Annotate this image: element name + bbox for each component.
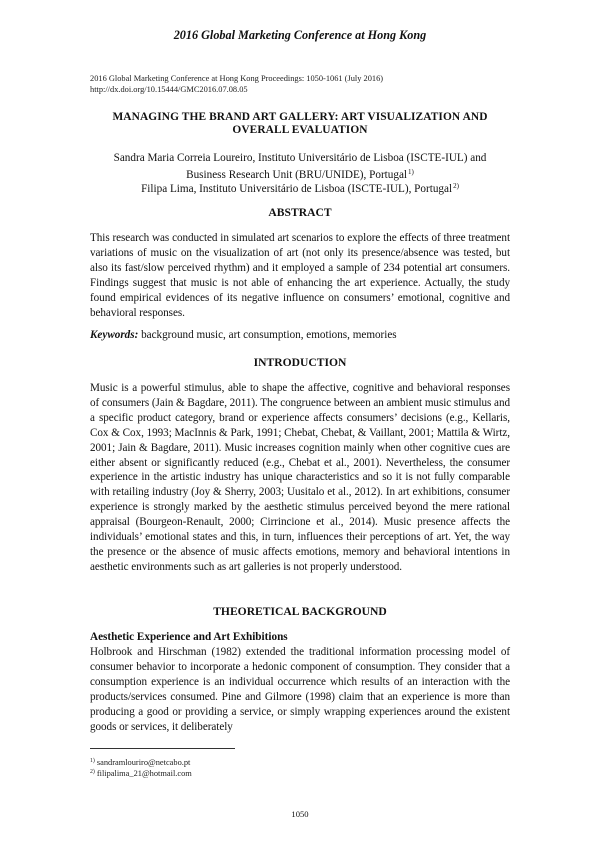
abstract-text: This research was conducted in simulated art scenarios to explore the effects of three treatment variations of music on the visualization of art (not only its presence/absence was tested, but also its fast/slow perceived rhythm) and it employed a sample of 234 potential art consumers. Findings suggest that music is not able of enhancing the art experience. Actually, the study found empirical evidences of its negative influence on consumers’ emotional, cognitive and behavioral responses. — [90, 232, 510, 319]
author-line-3-text: Filipa Lima, Instituto Universitário de Lisboa (ISCTE-IUL), Portugal — [141, 183, 453, 195]
introduction-heading: INTRODUCTION — [253, 356, 347, 369]
page-number: 1050 — [291, 809, 309, 819]
subsection-heading: Aesthetic Experience and Art Exhibitions — [90, 631, 288, 643]
running-head: 2016 Global Marketing Conference at Hong Kong — [173, 28, 427, 42]
footnote-1-email[interactable]: sandramlouriro@netcabo.pt — [96, 758, 191, 767]
footnote-divider — [90, 748, 235, 749]
paper-title: MANAGING THE BRAND ART GALLERY: ART VISUALIZATION AND OVERALL EVALUATION — [112, 111, 488, 137]
footnote-2-mark: 2) — [90, 769, 95, 775]
doi-link[interactable]: http://dx.doi.org/10.15444/GMC2016.07.08.05 — [90, 85, 248, 94]
keywords-text: background music, art consumption, emotions, memories — [138, 329, 397, 341]
theoretical-background-text: Holbrook and Hirschman (1982) extended the traditional information processing model of consumer behavior to incorporate a hedonic component of consumption. They consider that a consumption experience is an individual occurrence which results of an interaction with the products/services consumed. Pine and Gilmore (1998) claim that an experience is more than producing a good or providing a service, or simply wrapping experiences around the existent goods or services, it deliberately — [90, 646, 510, 733]
footnote-mark-2: 2) — [453, 182, 459, 190]
keywords — [90, 329, 510, 341]
footnote-1-mark: 1) — [90, 758, 95, 764]
abstract-heading: ABSTRACT — [268, 206, 332, 219]
keywords-label: Keywords: — [90, 329, 139, 341]
footnote-2-email[interactable]: filipalima_21@hotmail.com — [96, 769, 192, 778]
proceedings-citation: 2016 Global Marketing Conference at Hong Kong Proceedings: 1050-1061 (July 2016) — [90, 74, 384, 83]
theoretical-background-heading: THEORETICAL BACKGROUND — [213, 605, 387, 618]
introduction-text: Music is a powerful stimulus, able to shape the affective, cognitive and behavioral responses of consumers (Jain & Bagdare, 2011). The congruence between an ambient music stimulus and a specific product category, brand or experience affects consumers’ decisions (e.g., Kellaris, Cox & Cox, 1993; MacInnis & Park, 1991; Chebat, Chebat, & Vaillant, 2001; Mattila & Wirtz, 2001; Jain & Bagdare, 2011). Music increases cognition mainly when other cognitive cues are either absent or significantly reduced (e.g., Chebat et al., 2001). Nevertheless, the consumer experience in the artistic industry has unique characteristics and so it is not fully comparable with retailing industry (Joy & Sherry, 2003; Uusitalo et al., 2012). In art exhibitions, consumer experience is strongly marked by the aesthetic stimulus perceived beyond the mere rational appraisal (Bourgeon-Renault, 2000; Cirrincione et al., 2014). Music presence affects the individuals’ emotional states and this, in turn, influences their perceptions of art. Yet, the way the presence or the absence of music affects emotions, memory and behavioral intentions in aesthetic environments such as art galleries is not properly understood. — [90, 382, 510, 573]
author-line-3 — [60, 179, 540, 196]
footnote-2 — [90, 767, 192, 779]
author-line-1: Sandra Maria Correia Loureiro, Instituto Universitário de Lisboa (ISCTE-IUL) and — [113, 152, 487, 164]
author-line-2-text: Business Research Unit (BRU/UNIDE), Portugal — [186, 169, 408, 181]
footnote-mark-1: 1) — [408, 168, 414, 176]
